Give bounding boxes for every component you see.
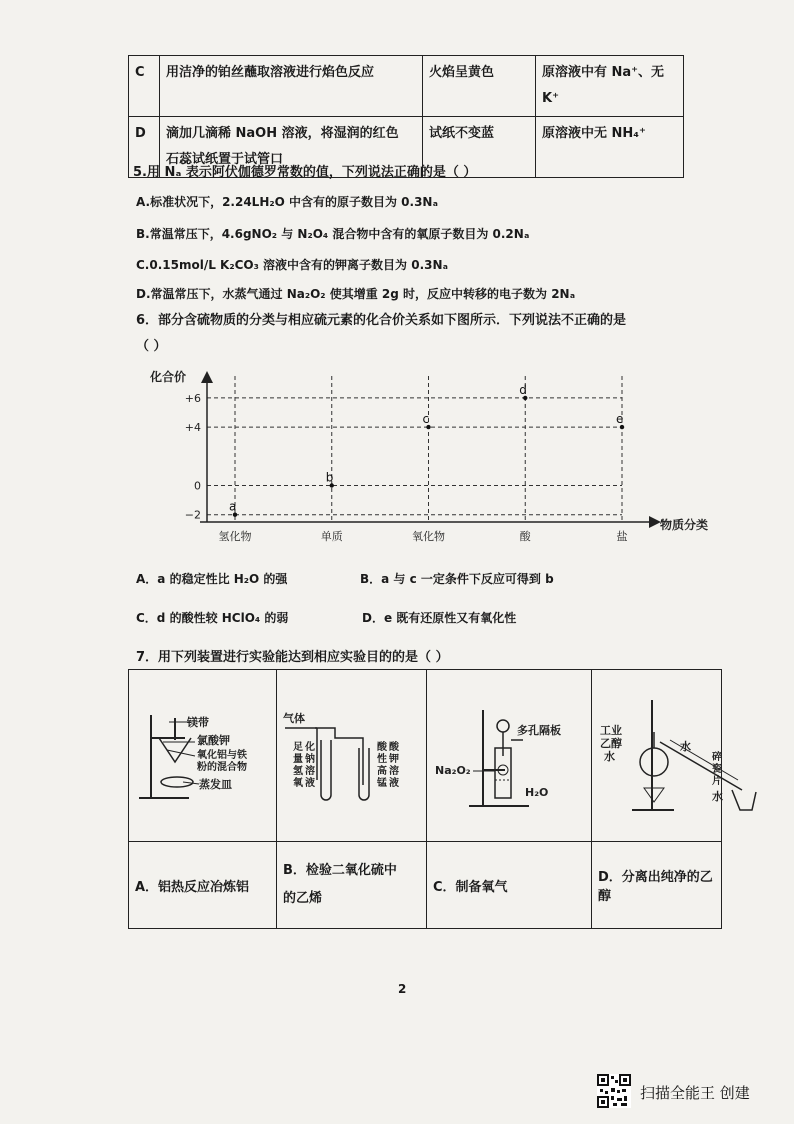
x-tick-label: 盐 <box>616 530 628 543</box>
conclusion-cell: 原溶液中无 NH₄⁺ <box>536 117 684 178</box>
y-ticks <box>185 392 201 522</box>
q5-option-c: C.0.15mol/L K₂CO₃ 溶液中含有的钾离子数目为 0.3Nₐ <box>136 258 449 272</box>
label-ethanol: 乙醇 <box>600 737 622 750</box>
vertical-label-char: 液 <box>389 778 399 789</box>
x-axis-label: 物质分类 <box>660 518 709 532</box>
q5-option-d: D.常温常压下，水蒸气通过 Na₂O₂ 使其增重 2g 时，反应中转移的电子数为 2Nₐ <box>136 287 576 301</box>
option-d-cell: D．分离出纯净的乙醇 <box>592 842 722 929</box>
vertical-label-char: 化 <box>305 742 315 753</box>
operation-line: 石蕊试纸置于试管口 <box>166 152 284 167</box>
vertical-label-char: 钾 <box>389 754 399 765</box>
vertical-label-char: 高 <box>377 766 387 777</box>
valence-chart <box>140 362 709 552</box>
label-mixture-1: 氧化铝与铁 <box>197 750 247 761</box>
chart-grid <box>207 376 622 522</box>
option-b-line: B．检验二氧化硫中 <box>283 863 397 878</box>
y-axis-label: 化合价 <box>150 370 187 384</box>
vertical-label-char: 性 <box>377 754 387 765</box>
x-tick-label: 氧化物 <box>412 530 445 543</box>
row-label: C <box>129 56 160 117</box>
vertical-label-char: 碎 <box>712 752 722 763</box>
option-a-cell: A．铝热反应冶炼铝 <box>129 842 277 929</box>
scanner-watermark: 扫描全能王 创建 <box>640 1084 750 1102</box>
apparatus-cell <box>592 670 722 842</box>
apparatus-cell <box>277 670 427 842</box>
vertical-label-char: 酸 <box>389 742 399 753</box>
q6-blank: （ ） <box>136 339 167 354</box>
label-gas: 气体 <box>283 712 305 725</box>
vertical-label-char: 锰 <box>377 778 387 789</box>
label-na2o2: Na₂O₂ <box>435 764 471 777</box>
apparatus-cell <box>427 670 592 842</box>
q6-option-b: B．a 与 c 一定条件下反应可得到 b <box>360 572 554 586</box>
table-row <box>129 56 684 117</box>
label-naoh-solution <box>293 740 315 789</box>
label-water: H₂O <box>525 786 549 799</box>
phenomenon-cell: 试纸不变蓝 <box>423 117 536 178</box>
vertical-label-char: 量 <box>293 754 303 765</box>
label-mixture-2: 粉的混合物 <box>197 762 247 773</box>
operation-line: 滴加几滴稀 NaOH 溶液，将湿润的红色 <box>166 126 399 141</box>
q6-option-d: D．e 既有还原性又有氧化性 <box>362 611 517 625</box>
vertical-label-char: 氧 <box>293 778 303 789</box>
q6-option-c: C．d 的酸性较 HClO₄ 的弱 <box>136 611 289 625</box>
vertical-label-char: 溶 <box>389 766 399 777</box>
option-c-cell: C．制备氧气 <box>427 842 592 929</box>
oxygen-generator-figure <box>427 670 579 840</box>
label-water-in: 水 <box>680 740 691 753</box>
vertical-label-char: 酸 <box>377 742 387 753</box>
option-b-cell <box>277 842 427 929</box>
vertical-label-char: 瓷 <box>712 764 722 775</box>
y-tick-label: −2 <box>184 508 201 522</box>
data-point-label: c <box>422 412 430 427</box>
data-point-label: e <box>616 412 624 427</box>
q6-stem: 6．部分含硫物质的分类与相应硫元素的化合价关系如下图所示．下列说法不正确的是 <box>136 313 627 328</box>
operation-cell: 用洁净的铂丝蘸取溶液进行焰色反应 <box>160 56 423 117</box>
label-kmno4-solution <box>376 740 400 789</box>
label-water-out: 水 <box>712 790 723 803</box>
label-mg-ribbon: 镁带 <box>187 716 209 729</box>
vertical-label-char: 液 <box>305 778 315 789</box>
apparatus-cell <box>129 670 277 842</box>
answer-table-top <box>128 55 684 178</box>
row-label: D <box>129 117 160 178</box>
x-tick-label: 单质 <box>320 530 343 543</box>
q6-option-a: A．a 的稳定性比 H₂O 的强 <box>136 572 288 586</box>
label-water-mix: 水 <box>604 750 615 763</box>
label-evaporating-dish: 蒸发皿 <box>199 778 232 791</box>
label-porcelain-chips <box>711 750 722 787</box>
vertical-label-char: 片 <box>712 776 722 787</box>
qr-code-icon <box>597 1074 631 1108</box>
thermite-apparatus-figure <box>129 670 264 840</box>
page-number: 2 <box>398 982 407 996</box>
data-point-label: b <box>325 470 334 485</box>
vertical-label-char: 钠 <box>305 754 315 765</box>
gas-washing-figure <box>277 670 414 840</box>
x-tick-label: 酸 <box>519 530 531 543</box>
x-tick-label: 氢化物 <box>218 530 252 543</box>
label-industrial: 工业 <box>600 724 622 737</box>
distillation-figure <box>592 670 758 840</box>
data-points <box>229 383 624 517</box>
y-tick-label: +4 <box>184 421 201 435</box>
vertical-label-char: 氢 <box>293 766 303 777</box>
y-tick-label: +6 <box>184 391 201 405</box>
data-point-label: a <box>229 499 237 514</box>
conclusion-cell: 原溶液中有 Na⁺、无 K⁺ <box>536 56 684 117</box>
data-point-label: d <box>519 382 527 397</box>
q7-stem: 7．用下列装置进行实验能达到相应实验目的的是（ ） <box>136 650 449 665</box>
q5-stem: 5.用 Nₐ 表示阿伏伽德罗常数的值，下列说法正确的是（ ） <box>133 165 477 180</box>
label-porous-plate: 多孔隔板 <box>517 724 561 737</box>
label-kclo3: 氯酸钾 <box>197 734 230 747</box>
q5-option-a: A.标准状况下，2.24LH₂O 中含有的原子数目为 0.3Nₐ <box>136 195 438 209</box>
q5-option-b: B.常温常压下，4.6gNO₂ 与 N₂O₄ 混合物中含有的氧原子数目为 0.2Nₐ <box>136 227 530 241</box>
phenomenon-cell: 火焰呈黄色 <box>423 56 536 117</box>
y-tick-label: 0 <box>194 479 201 493</box>
x-ticks <box>219 529 628 543</box>
apparatus-table <box>128 669 722 929</box>
vertical-label-char: 足 <box>293 742 303 753</box>
option-b-line: 的乙烯 <box>283 891 323 906</box>
vertical-label-char: 溶 <box>305 766 315 777</box>
